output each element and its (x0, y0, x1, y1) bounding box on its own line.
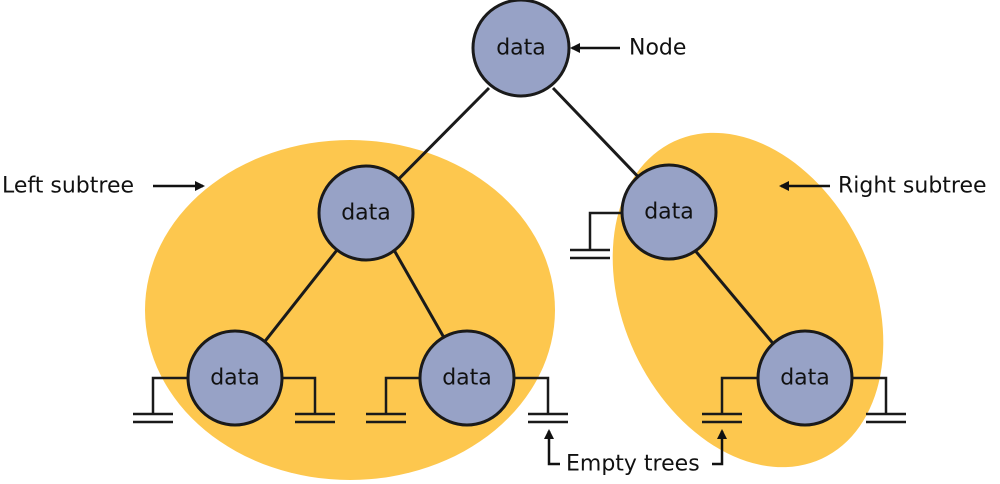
node-callout-label: Node (629, 35, 687, 61)
empty-trees-callout-label: Empty trees (566, 451, 700, 477)
tree-node-left-right-leaf (420, 331, 514, 425)
tree-node-left-child (319, 166, 413, 260)
tree-node-right-right-leaf (758, 331, 852, 425)
empty-trees-callout-arrow-left (549, 431, 560, 464)
node-label: data (341, 200, 391, 226)
node-label: data (442, 365, 492, 391)
node-label: data (644, 199, 694, 225)
tree-node-root (473, 0, 569, 96)
node-label: data (496, 35, 546, 61)
right-subtree-callout-label: Right subtree (838, 173, 987, 199)
node-label: data (210, 365, 260, 391)
node-label: data (780, 365, 830, 391)
tree-node-right-child (622, 165, 716, 259)
right-subtree-region (561, 89, 935, 484)
left-subtree-callout-label: Left subtree (2, 173, 135, 199)
tree-node-left-left-leaf (188, 331, 282, 425)
